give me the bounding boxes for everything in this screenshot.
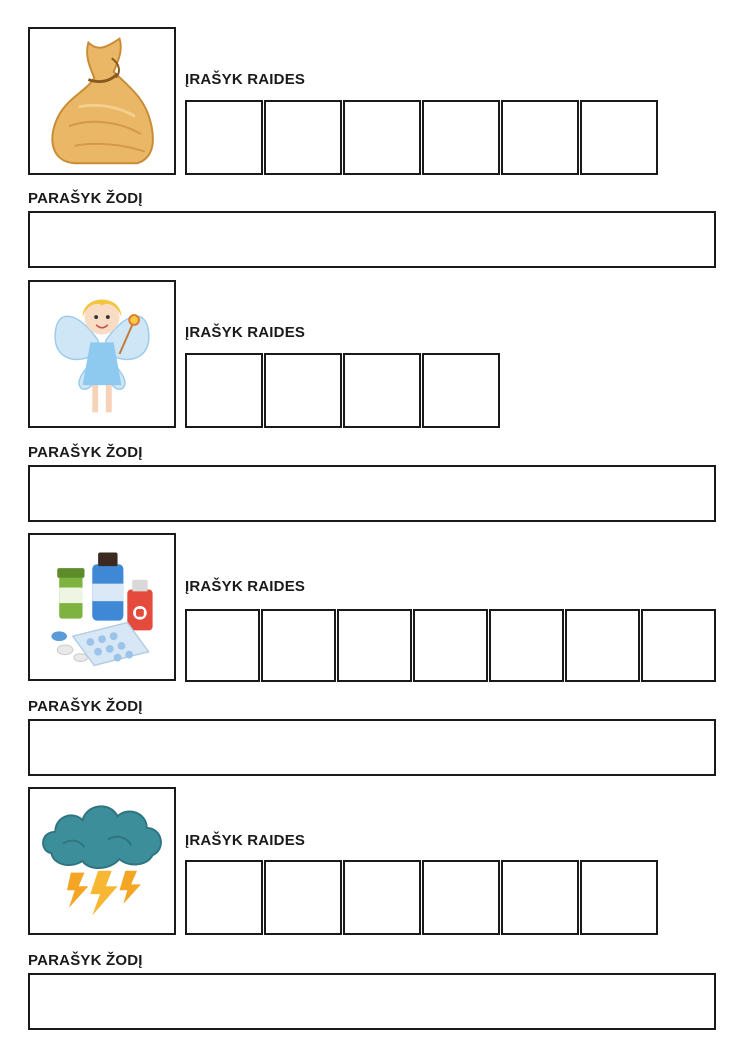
letter-box[interactable] <box>641 609 716 682</box>
letter-box[interactable] <box>264 353 342 428</box>
picture-frame <box>28 27 176 175</box>
letter-box[interactable] <box>264 860 342 935</box>
word-answer-field[interactable] <box>28 211 716 268</box>
letters-label: ĮRAŠYK RAIDES <box>185 578 306 595</box>
letter-box[interactable] <box>501 100 579 175</box>
letter-box[interactable] <box>343 353 421 428</box>
letter-box[interactable] <box>413 609 488 682</box>
letters-label: ĮRAŠYK RAIDES <box>185 71 306 88</box>
letter-box[interactable] <box>343 860 421 935</box>
sack-icon <box>30 29 174 173</box>
letter-box[interactable] <box>422 100 500 175</box>
word-label: PARAŠYK ŽODĮ <box>28 444 143 461</box>
letters-label: ĮRAŠYK RAIDES <box>185 832 306 849</box>
letter-box[interactable] <box>185 100 263 175</box>
letters-label: ĮRAŠYK RAIDES <box>185 324 306 341</box>
storm-cloud-icon <box>30 789 174 933</box>
word-label: PARAŠYK ŽODĮ <box>28 698 143 715</box>
letter-box[interactable] <box>501 860 579 935</box>
word-answer-field[interactable] <box>28 719 716 776</box>
letter-box[interactable] <box>422 353 500 428</box>
word-answer-field[interactable] <box>28 973 716 1030</box>
letter-box[interactable] <box>185 353 263 428</box>
letter-box[interactable] <box>580 100 658 175</box>
letter-box[interactable] <box>489 609 564 682</box>
fairy-icon <box>30 282 174 426</box>
medicine-icon <box>30 535 174 679</box>
letter-box[interactable] <box>264 100 342 175</box>
letter-box[interactable] <box>343 100 421 175</box>
picture-frame <box>28 787 176 935</box>
letter-box[interactable] <box>422 860 500 935</box>
letter-box[interactable] <box>185 860 263 935</box>
letter-box[interactable] <box>261 609 336 682</box>
word-label: PARAŠYK ŽODĮ <box>28 952 143 969</box>
word-answer-field[interactable] <box>28 465 716 522</box>
word-label: PARAŠYK ŽODĮ <box>28 190 143 207</box>
letter-box[interactable] <box>185 609 260 682</box>
letter-box[interactable] <box>565 609 640 682</box>
picture-frame <box>28 280 176 428</box>
letter-box[interactable] <box>337 609 412 682</box>
letter-box[interactable] <box>580 860 658 935</box>
picture-frame <box>28 533 176 681</box>
